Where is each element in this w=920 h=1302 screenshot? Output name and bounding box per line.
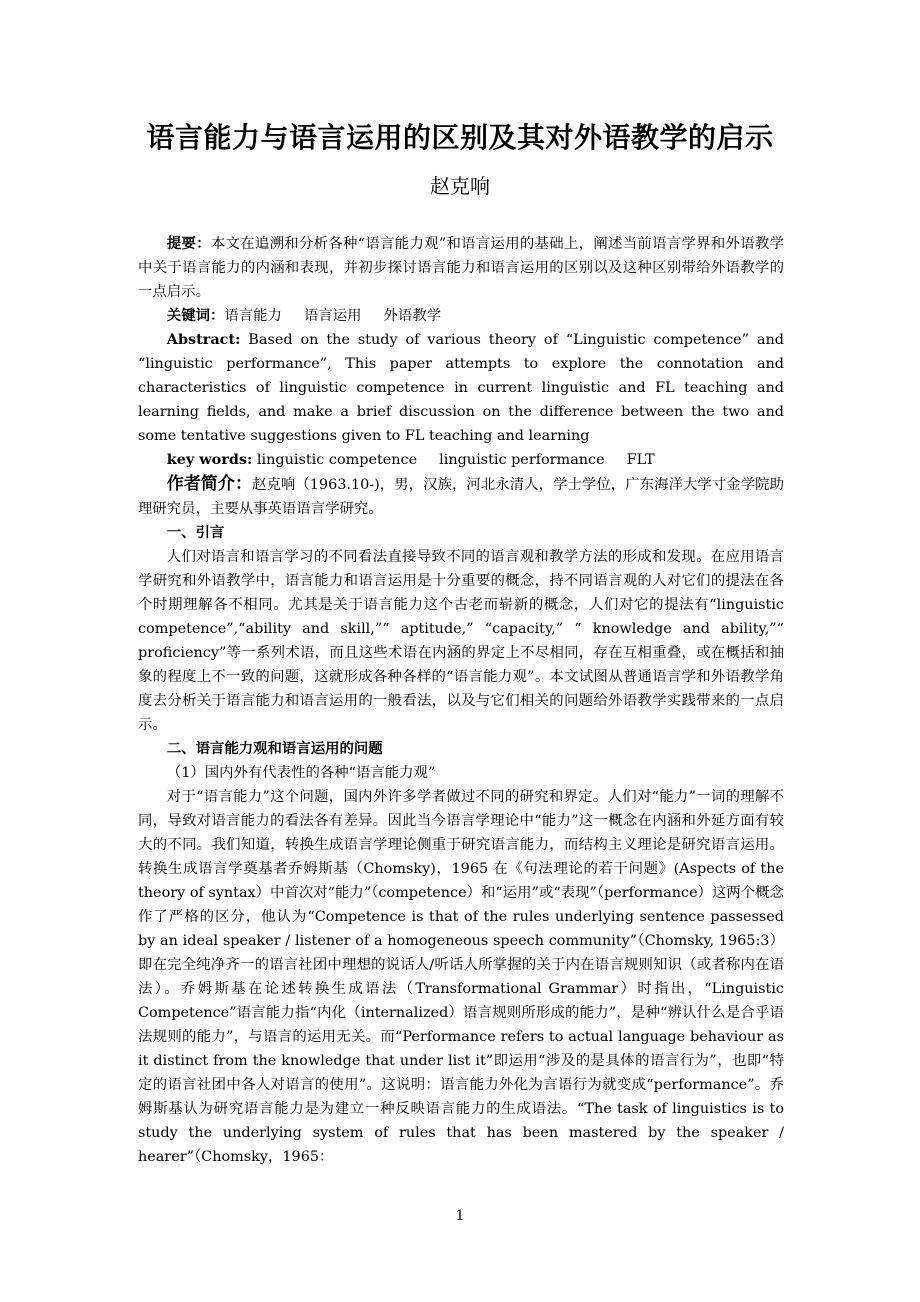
abstract-cn-label: 提要： xyxy=(166,235,211,252)
abstract-cn xyxy=(138,232,784,304)
paper-title: 语言能力与语言运用的区别及其对外语教学的启示 xyxy=(146,121,774,154)
author-name: 赵克响 xyxy=(430,174,490,198)
abstract-en-text: Based on the study of various theory of “Linguistic competence” and “linguistic performance”, This paper attempts to explore the connotation and characteristics of linguistic competence in current linguistic and FL teaching and learning fields, and make a brief discussion on the difference between the two and some tentative suggestions given to FL teaching and learning xyxy=(138,332,784,444)
paper-body xyxy=(138,232,784,1169)
keywords-en-label: key words: xyxy=(166,451,253,468)
section-heading: 一、引言 xyxy=(166,524,225,541)
abstract-en xyxy=(138,328,784,448)
keyword-cn: 语言能力 xyxy=(224,308,282,324)
keyword-en: FLT xyxy=(626,452,655,468)
paragraph: 对于“语言能力”这个问题，国内外许多学者做过不同的研究和界定。人们对“能力”一词的理解不同，导致对语言能力的看法各有差异。因此当今语言学理论中“能力”这一概念在内涵和外延方面有较大的不同。我们知道，转换生成语言学理论侧重于研究语言能力，而结构主义理论是研究语言运用。转换生成语言学奠基者乔姆斯基（Chomsky)，1965 在《句法理论的若干问题》(Aspects of the theory of syntax）中首次对“能力”（competence）和“运用”或“表现”（performance）这两个概念作了严格的区分，他认为“Competence is that of the rules underlying sentence passessed by an ideal speaker / listener of a homogeneous speech community”（Chomsky, 1965:3）即在完全纯净齐一的语言社团中理想的说话人/听话人所掌握的关于内在语言规则知识（或者称内在语法）。乔姆斯基在论述转换生成语法（Transformational Grammar）时指出，“Linguistic Competence”语言能力指“内化（internalized）语言规则所形成的能力”，是种“辨认什么是合乎语法规则的能力”，与语言的运用无关。而“Performance refers to actual language behaviour as it distinct from the knowledge that under list it”即运用“涉及的是具体的语言行为”，也即“特定的语言社团中各人对语言的使用”。这说明：语言能力外化为言语行为就变成“performance”。乔姆斯基认为研究语言能力是为建立一种反映语言能力的生成语法。“The task of linguistics is to study the underlying system of rules that has been mastered by the speaker / hearer”（Chomsky，1965： xyxy=(138,789,784,1165)
keyword-cn: 外语教学 xyxy=(383,308,442,324)
abstract-cn-text: 本文在追溯和分析各种“语言能力观”和语言运用的基础上，阐述当前语言学界和外语教学中关于语言能力的内涵和表现，并初步探讨语言能力和语言运用的区别以及这种区别带给外语教学的一点启示。 xyxy=(138,236,784,300)
author-intro-label: 作者简介： xyxy=(166,474,253,494)
keyword-cn: 语言运用 xyxy=(303,308,362,324)
keywords-cn-label: 关键词： xyxy=(166,307,225,324)
keyword-en: linguistic competence xyxy=(256,452,418,468)
keywords-en xyxy=(138,448,784,472)
abstract-en-label: Abstract: xyxy=(166,331,241,348)
paragraph: 人们对语言和语言学习的不同看法直接导致不同的语言观和教学方法的形成和发现。在应用语言学研究和外语教学中，语言能力和语言运用是十分重要的概念，持不同语言观的人对它们的提法在各个时期理解各不相同。尤其是关于语言能力这个古老而崭新的概念，人们对它的提法有“linguistic competence”,“ability and skill,”“ aptitude,” “capacity,” “ knowledge and ability,”“ proficiency”等一系列术语，而且这些术语在内涵的界定上不尽相同，存在互相重叠，或在概括和抽象的程度上不一致的问题，这就形成各种各样的“语言能力观”。本文试图从普通语言学和外语教学角度去分析关于语言能力和语言运用的一般看法，以及与它们相关的问题给外语教学实践带来的一点启示。 xyxy=(138,549,784,733)
page-number: 1 xyxy=(455,1208,465,1224)
keyword-en: linguistic performance xyxy=(439,452,605,468)
author-intro-text: 赵克响（1963.10-)，男，汉族，河北永清人，学士学位，广东海洋大学寸金学院助理研究员，主要从事英语语言学研究。 xyxy=(138,477,784,517)
keywords-cn xyxy=(138,304,784,328)
subsection-heading: （1）国内外有代表性的各种“语言能力观” xyxy=(166,765,436,781)
author-intro xyxy=(138,472,784,521)
section-heading: 二、语言能力观和语言运用的问题 xyxy=(166,740,383,757)
